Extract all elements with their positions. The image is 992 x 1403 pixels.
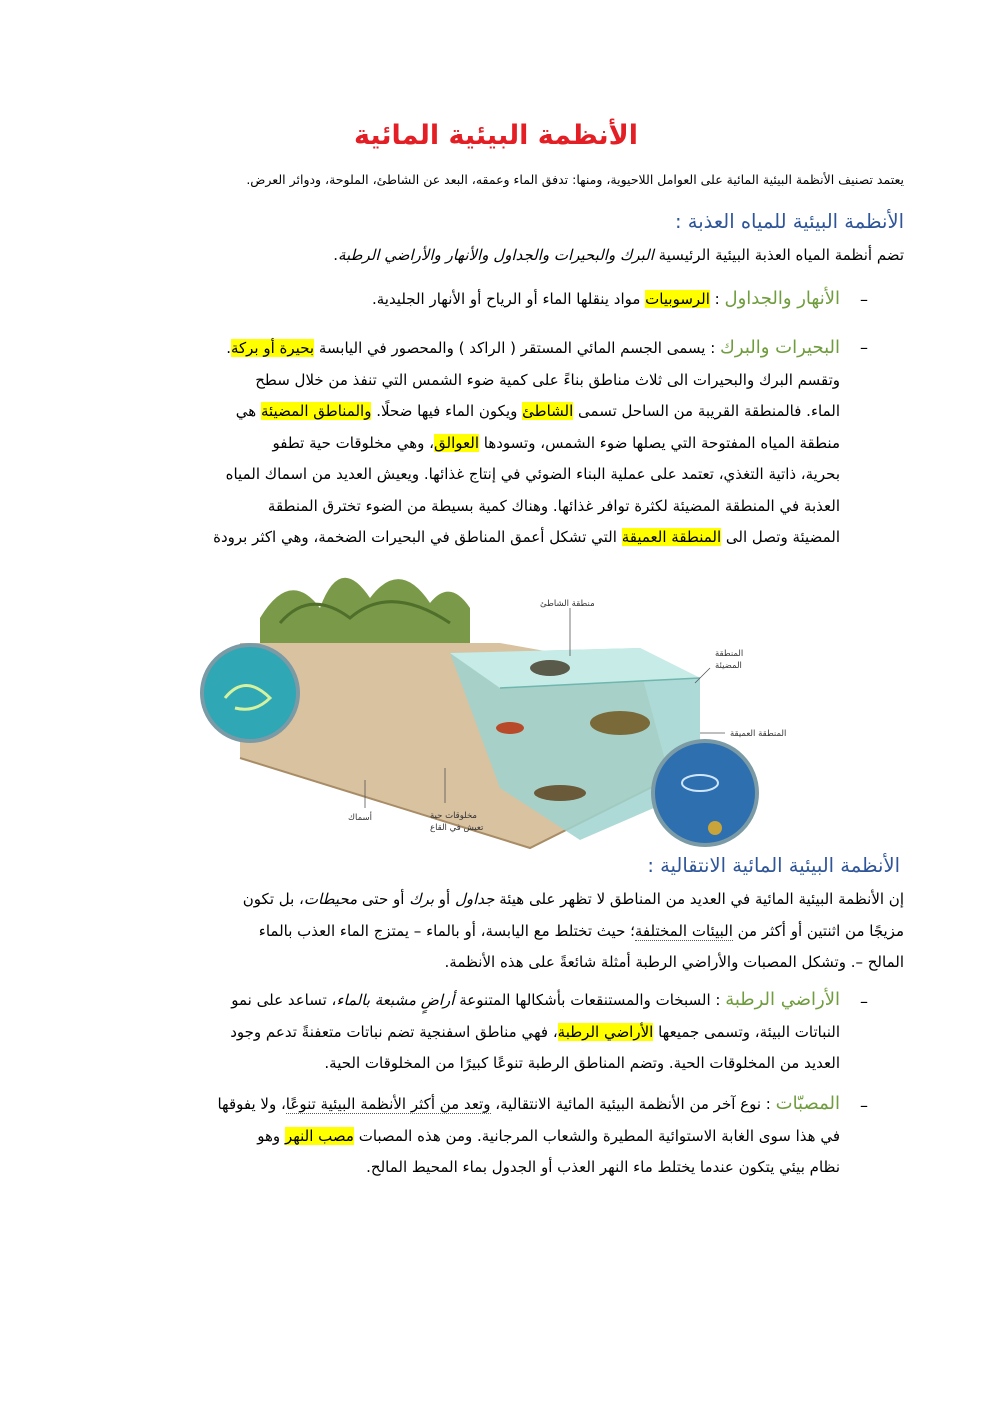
turtle (530, 660, 570, 676)
rivers-colon: : (709, 290, 725, 308)
wetlands-paragraph (100, 984, 840, 1080)
lakes-line-3 (80, 396, 840, 428)
freshwater-intro-text: تضم أنظمة المياه العذبة البيئية الرئيسية (653, 246, 904, 264)
estuaries-text: : نوع آخر من الأنظمة البيئية المائية الانتقالية، (490, 1095, 776, 1113)
wetlands-term: الأراضي الرطبة (725, 989, 840, 1010)
lakes-line-6: العذبة في المنطقة المضيئة لكثرة توافر غذائها. وهناك كمية بسيطة من الضوء تخترق المنطقة (267, 496, 840, 515)
transitional-text: ؛ حيث تختلط مع اليابسة، أو بالماء – يمتزج الماء العذب بالماء (258, 921, 635, 940)
oceans-italic: محيطات (303, 890, 358, 908)
label-bottom-1: مخلوقات حية (430, 811, 477, 821)
wetlands-text: ، تساعد على نمو (231, 991, 337, 1009)
lit-leader (695, 668, 710, 683)
bullet-dash: – (860, 338, 868, 357)
deep-zone-highlight: المنطقة العميقة (621, 528, 722, 546)
lakes-text: : يسمى الجسم المائي المستقر ( الراكد ) والمحصور في اليابسة (314, 339, 721, 357)
most-diverse: وتعد من أكثر الأنظمة البيئية تنوعًا (285, 1095, 491, 1113)
transitional-line-3: المالح –. وتشكل المصبات والأراضي الرطبة أمثلة شائعةً على هذه الأنظمة. (444, 953, 904, 971)
estuaries-line-3: نظام بيئي يتكون عندما يختلط ماء النهر العذب أو الجدول بماء المحيط المالح. (366, 1158, 840, 1176)
rivers-text: مواد ينقلها الماء أو الرياح أو الأنهار الجليدية. (371, 290, 646, 308)
estuaries-text: في هذا سوى الغابة الاستوائية المطيرة والشعاب المرجانية. ومن هذه المصبات (353, 1126, 840, 1145)
lakes-line-5: بحرية، ذاتية التغذي، تعتمد على عملية البناء الضوئي في إنتاج غذائها. ويعيش العديد من اسماك المياه (225, 465, 840, 483)
wetlands-text: ، فهي مناطق اسفنجية تضم نباتات متعفنةً تدعم وجود (230, 1022, 558, 1041)
river-mouth-highlight: مصب النهر (284, 1126, 354, 1145)
label-lit-2: المضيئة (715, 661, 742, 671)
bullet-dash: – (860, 290, 868, 309)
lit-zone-highlight: والمناطق المضيئة (260, 402, 372, 420)
lakes-text: ويكون الماء فيها ضحلًا. (371, 402, 523, 420)
label-fish: أسماك (348, 813, 372, 823)
snail-shape (708, 821, 722, 835)
transitional-text: مزيجًا من اثنتين أو أكثر من (732, 921, 904, 940)
wetlands-highlight: الأراضي الرطبة (557, 1022, 654, 1041)
transitional-paragraph (104, 884, 904, 979)
transitional-line-2 (104, 916, 904, 948)
bottom-life-magnifier (653, 741, 757, 845)
sediments-highlight: الرسوبيات (645, 290, 710, 308)
streams-italic: جداول (454, 890, 495, 908)
plankton-magnifier (202, 645, 298, 741)
bullet-dash: – (860, 992, 868, 1011)
ponds-italic: برك (409, 890, 435, 908)
fish-small (496, 722, 524, 734)
estuaries-line-1 (100, 1088, 840, 1121)
different-environments: البيئات المختلفة (634, 921, 733, 940)
lakes-text: الماء. فالمنطقة القريبة من الساحل تسمى (573, 402, 840, 420)
transitional-text: أو حتى (357, 890, 410, 908)
wetlands-text: : السبخات والمستنقعات بأشكالها المتنوعة (454, 991, 726, 1009)
page-title: الأنظمة البيئية المائية (353, 120, 639, 151)
transitional-heading: الأنظمة البيئية المائية الانتقالية : (647, 854, 900, 877)
estuaries-paragraph (100, 1088, 840, 1184)
wetlands-line-2 (100, 1017, 840, 1049)
lakes-line-4 (80, 428, 840, 460)
plankton-highlight: العوالق (434, 433, 479, 452)
bottom-fish (534, 785, 586, 801)
saturated-lands: أراضٍ مشبعة بالماء (336, 991, 455, 1009)
lakes-paragraph (80, 332, 840, 554)
lakes-text: منطقة المياه المفتوحة التي يصلها ضوء الشمس، وتسودها (479, 433, 840, 452)
estuaries-text: ، ولا يفوقها (217, 1095, 286, 1113)
transitional-text: أو (434, 890, 455, 908)
transitional-text: إن الأنظمة البيئية المائية في العديد من المناطق لا تظهر على هيئة (494, 890, 904, 908)
transitional-text: ، بل تكون (242, 890, 304, 908)
label-deep: المنطقة العميقة (730, 729, 787, 739)
lakes-text: المضيئة وتصل الى (721, 528, 840, 546)
lake-pond-highlight: بحيرة أو بركة (230, 339, 315, 357)
lakes-text: ، وهي مخلوقات حية تطفو (272, 433, 435, 452)
rivers-term: الأنهار والجداول (724, 288, 840, 309)
fish-large (590, 711, 650, 735)
wetlands-line-1 (100, 984, 840, 1017)
rivers-item (372, 288, 840, 309)
label-lit-1: المنطقة (715, 649, 744, 659)
lakes-text: التي تشكل أعمق المناطق في البحيرات الضخمة، وهي اكثر برودة (213, 528, 622, 546)
lakes-line-2: وتقسم البرك والبحيرات الى ثلاث مناطق بناءً على كمية ضوء الشمس التي تنفذ من خلال سطح (255, 370, 840, 389)
shore-highlight: الشاطئ (522, 402, 574, 420)
wetlands-line-3: العديد من المخلوقات الحية. وتضم المناطق الرطبة تنوعًا كبيرًا من المخلوقات الحية. (324, 1054, 840, 1072)
bullet-dash: – (860, 1096, 868, 1115)
estuaries-term: المصبّات (775, 1093, 840, 1114)
label-shore: منطقة الشاطئ (540, 599, 595, 609)
lakes-line-1 (80, 332, 840, 365)
freshwater-types: البرك والبحيرات والجداول والأنهار والأراضي الرطبة (337, 246, 654, 264)
freshwater-intro-end: . (333, 246, 338, 264)
lakes-text: هي (235, 402, 261, 420)
intro-text: يعتمد تصنيف الأنظمة البيئية المائية على العوامل اللاحيوية، ومنها: تدفق الماء وعمقه، البعد عن الشاطئ، الملوحة، ودوائر العرض. (246, 172, 904, 187)
label-bottom-2: تعيش في القاع (430, 823, 484, 833)
wetlands-text: النباتات البيئة، وتسمى جميعها (653, 1022, 840, 1041)
transitional-line-1 (104, 884, 904, 916)
estuaries-text: وهو (257, 1126, 285, 1145)
freshwater-intro (333, 246, 904, 264)
lakes-term: البحيرات والبرك (720, 337, 840, 358)
lake-zones-illustration (200, 548, 790, 850)
lakes-text: . (226, 339, 231, 357)
estuaries-line-2 (100, 1121, 840, 1153)
freshwater-heading: الأنظمة البيئية للمياه العذبة : (674, 210, 904, 233)
